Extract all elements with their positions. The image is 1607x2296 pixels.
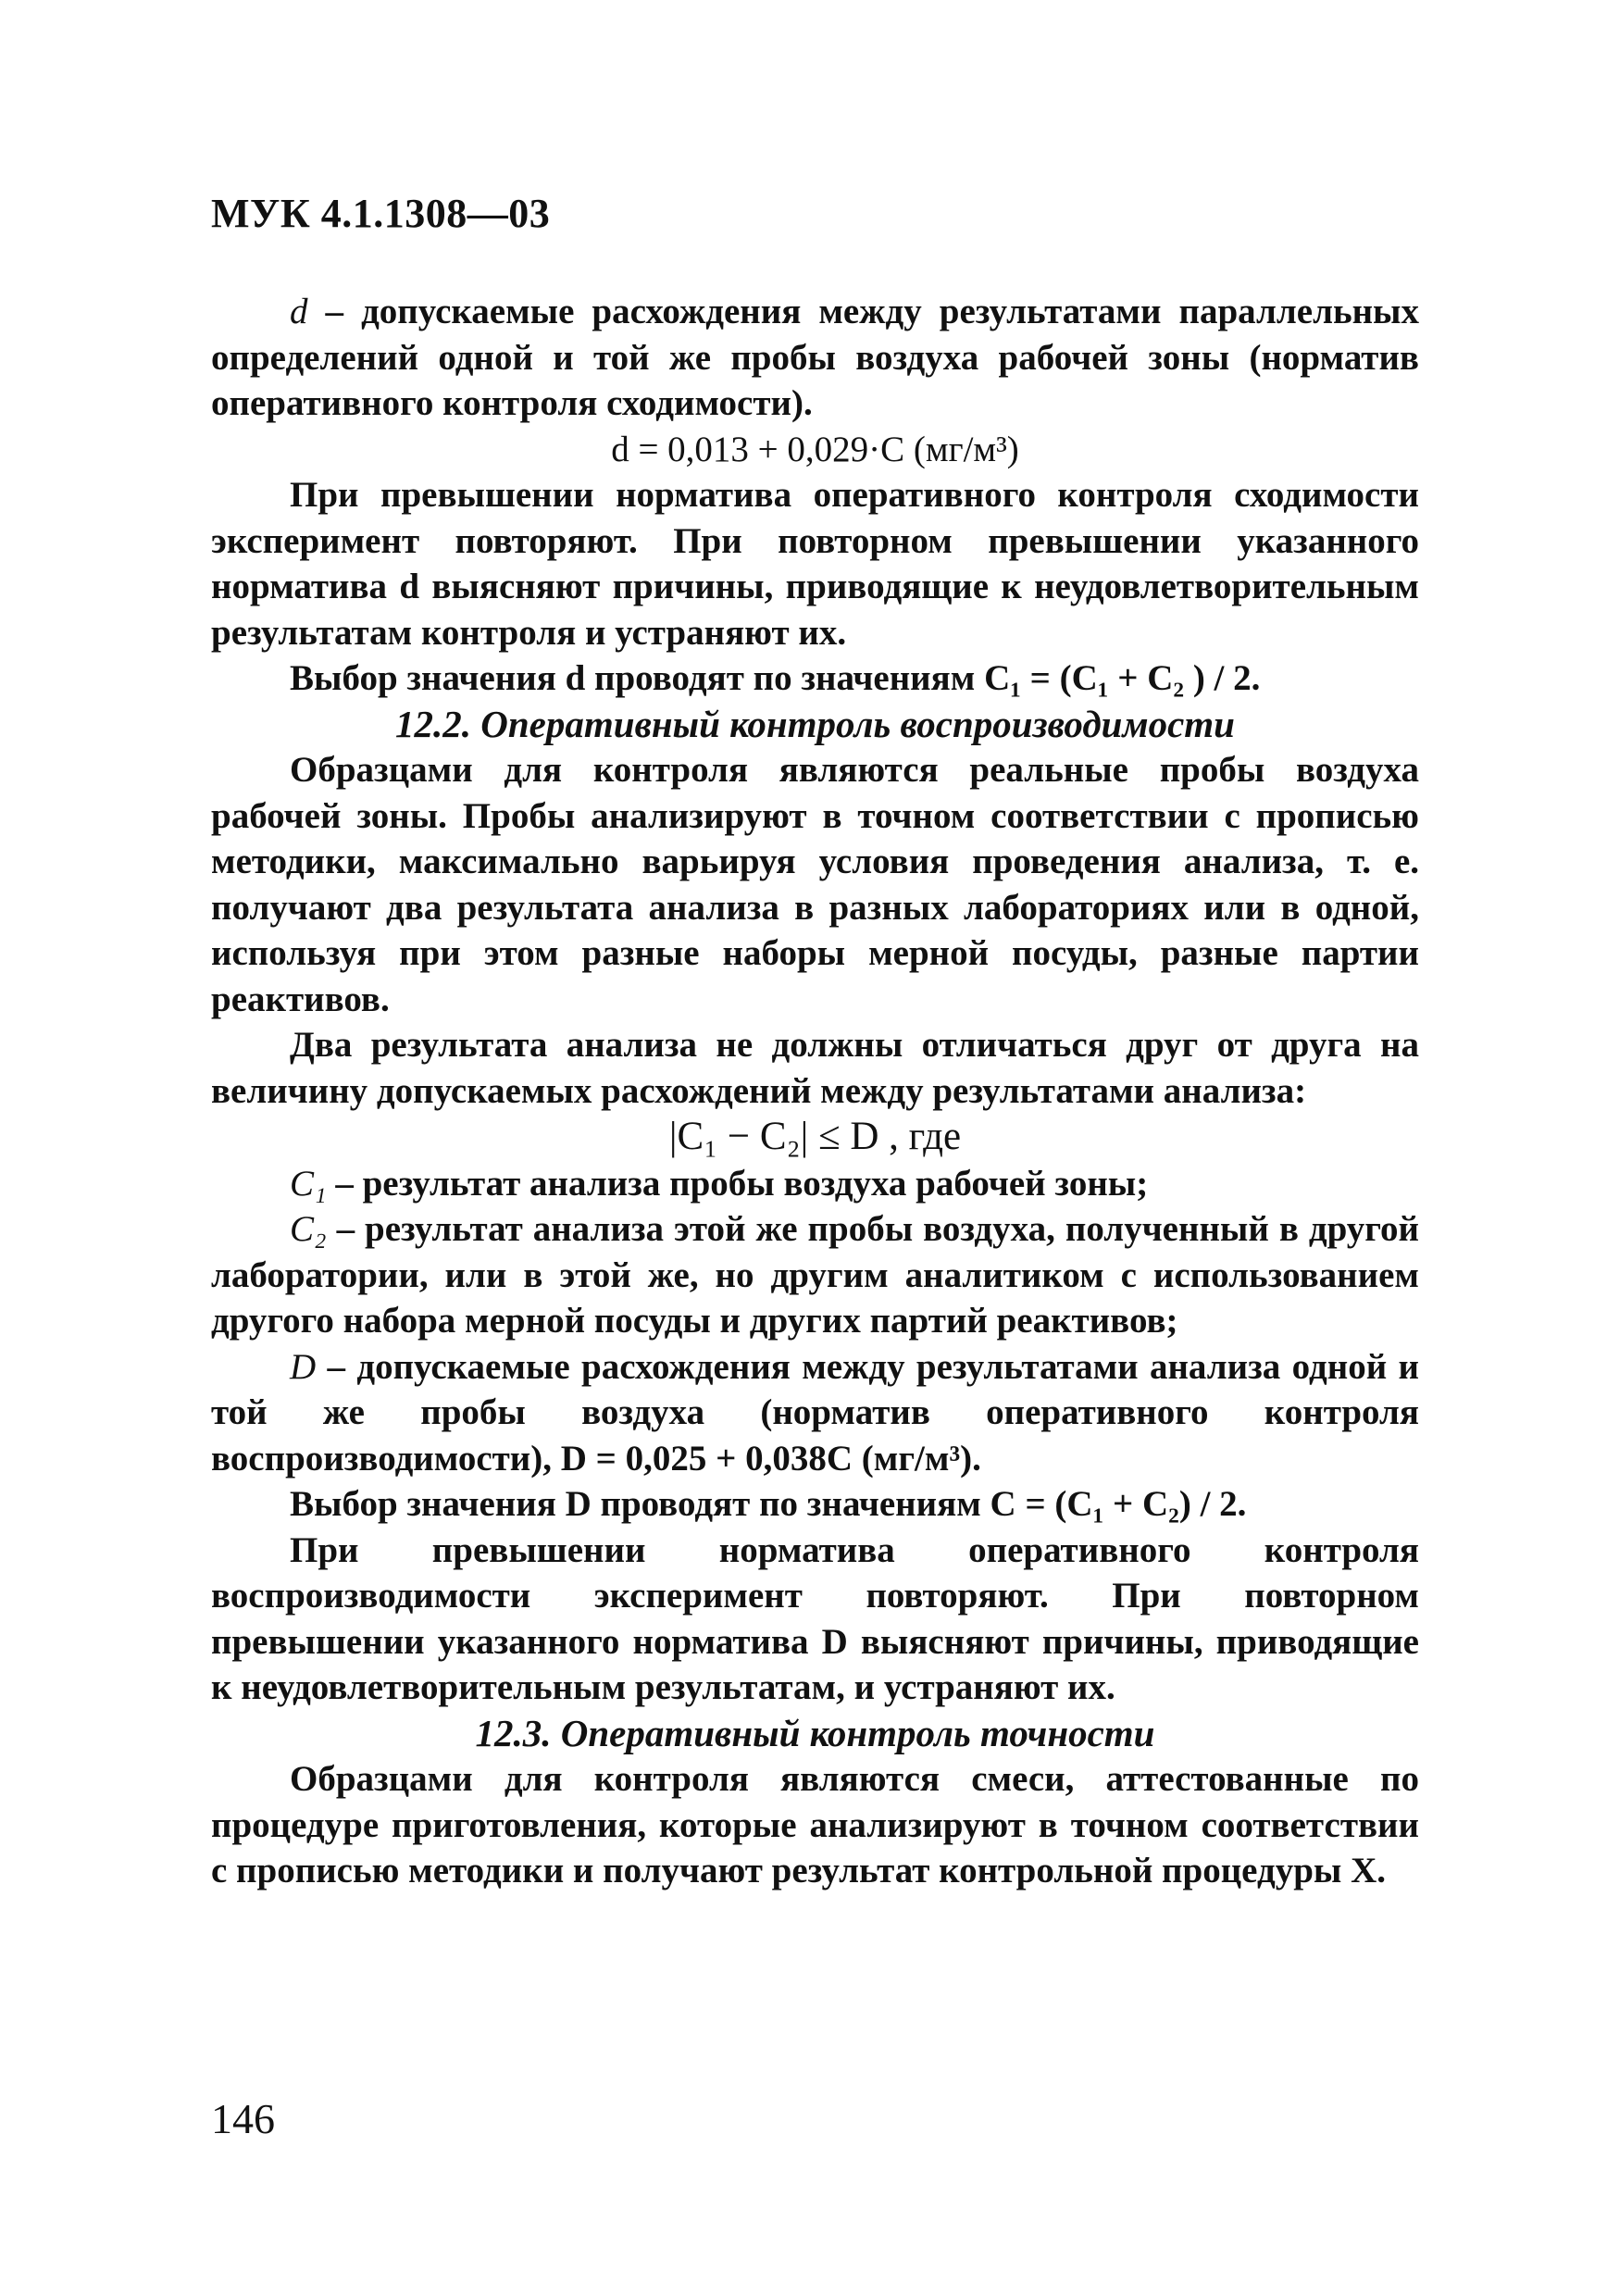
paragraph-d-definition-text: – допускаемые расхождения между результатами параллельных определений одной и той же пробы воздуха рабочей зоны (норматив оперативного контроля сходимости). <box>211 292 1419 423</box>
definition-c2-text: – результат анализа этой же пробы воздуха, полученный в другой лаборатории, или в этой же, но другим аналитиком с использованием другого набора мерной посуды и других партий реактивов; <box>211 1209 1419 1341</box>
variable-d: d <box>290 292 308 331</box>
paragraph-two-results: Два результата анализа не должны отличаться друг от друга на величину допускаемых расхождений между результатами анализа: <box>211 1025 1419 1111</box>
formula-reproducibility-text: |C₁ − C₂| ≤ D , где <box>668 1115 962 1158</box>
paragraph-d-definition <box>211 289 1419 427</box>
definition-c1 <box>211 1161 1419 1207</box>
paragraph-reproducibility-exceeded: При превышении норматива оперативного контроля воспроизводимости эксперимент повторяют. При повторном превышении указанного норматива D выясняют причины, приводящие к неудовлетворительным результатам, и устраняют их. <box>211 1529 1419 1707</box>
definition-d-text: – допускаемые расхождения между результатами анализа одной и той же пробы воздуха (норматив оперативного контроля воспроизводимости), D = 0,025 + 0,038C (мг/м³). <box>211 1346 1419 1479</box>
definition-c1-text: – результат анализа пробы воздуха рабочей зоны; <box>326 1163 1149 1204</box>
definition-c2 <box>211 1206 1419 1344</box>
variable-c2: C₂ <box>290 1209 327 1249</box>
formula-d: d = 0,013 + 0,029·C (мг/м³) <box>611 429 1019 469</box>
paragraph-reproducibility-samples: Образцами для контроля являются реальные пробы воздуха рабочей зоны. Пробы анализируют в точном соответствии с прописью методики, максимально варьируя условия проведения анализа, т. е. получают два результата анализа в разных лабораториях или в одной, используя при этом разные наборы мерной посуды, разные партии реактивов. <box>211 750 1419 1019</box>
paragraph-accuracy-samples: Образцами для контроля являются смеси, аттестованные по процедуре приготовления, которые анализируют в точном соответствии с прописью методики и получают результат контрольной процедуры X. <box>211 1759 1419 1890</box>
document-code-header: МУК 4.1.1308—03 <box>211 191 551 236</box>
document-body <box>211 289 1419 1894</box>
formula-reproducibility <box>211 1114 1419 1161</box>
paragraph-choice-d: Выбор значения d проводят по значениям C₁ = (C₁ + C₂ ) / 2. <box>290 658 1261 698</box>
section-heading-12-3: 12.3. Оперативный контроль точности <box>475 1711 1155 1754</box>
section-heading-12-2: 12.2. Оперативный контроль воспроизводимости <box>395 702 1235 745</box>
paragraph-convergence-exceeded: При превышении норматива оперативного контроля сходимости эксперимент повторяют. При повторном превышении указанного норматива d выясняют причины, приводящие к неудовлетворительным результатам контроля и устраняют их. <box>211 475 1419 653</box>
variable-c1: C₁ <box>290 1163 327 1204</box>
page-number: 146 <box>211 2095 275 2142</box>
variable-D: D <box>290 1346 317 1387</box>
paragraph-choice-D: Выбор значения D проводят по значениям C = (C₁ + C₂) / 2. <box>290 1484 1247 1524</box>
definition-d <box>211 1344 1419 1482</box>
